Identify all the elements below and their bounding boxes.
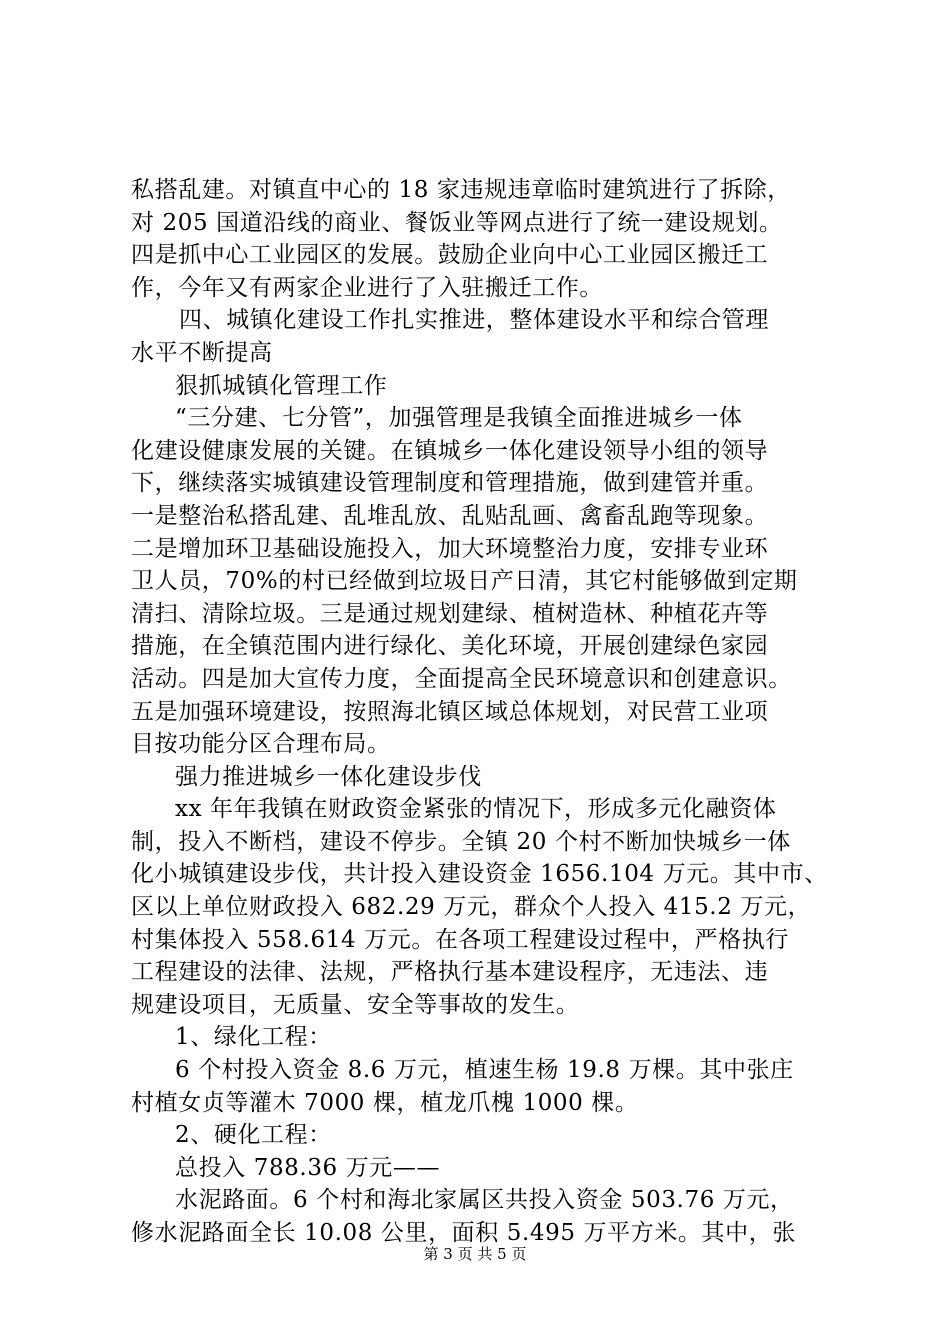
body-line: 目按功能分区合理布局。 [131,731,391,758]
section-heading: 四、城镇化建设工作扎实推进，整体建设水平和综合管理 [179,307,769,334]
subheading: 2、硬化工程： [175,1122,332,1149]
body-line: 修水泥路面全长 10.08 公里，面积 5.495 万平方米。其中，张 [131,1220,796,1246]
body-line: 卫人员，70%的村已经做到垃圾日产日清，其它村能够做到定期 [131,568,798,595]
body-line: 作，今年又有两家企业进行了入驻搬迁工作。 [131,274,603,301]
body-line: 工程建设的法律、法规，严格执行基本建设程序，无违法、违 [131,959,769,986]
body-line: 四是抓中心工业园区的发展。鼓励企业向中心工业园区搬迁工 [131,242,769,269]
body-line: 区以上单位财政投入 682.29 万元，群众个人投入 415.2 万元， [131,894,812,921]
body-line: 措施，在全镇范围内进行绿化、美化环境，开展创建绿色家园 [131,633,769,660]
body-line: 村植女贞等灌木 7000 棵，植龙爪槐 1000 棵。 [131,1089,639,1116]
body-line: 五是加强环境建设，按照海北镇区域总体规划，对民营工业项 [131,698,769,725]
body-line: 水泥路面。6 个村和海北家属区共投入资金 503.76 万元， [175,1187,794,1214]
page-number-footer: 第 3 页 共 5 页 [423,1245,527,1263]
subheading: 1、绿化工程： [175,1024,332,1051]
body-line: xx 年年我镇在财政资金紧张的情况下，形成多元化融资体 [175,796,777,823]
body-line: 总投入 788.36 万元—— [175,1154,441,1181]
body-line: 对 205 国道沿线的商业、餐饭业等网点进行了统一建设规划。 [131,209,783,236]
body-line: 村集体投入 558.614 万元。在各项工程建设过程中，严格执行 [131,926,789,953]
body-line: 活动。四是加大宣传力度，全面提高全民环境意识和创建意识。 [131,665,792,692]
body-line: “三分建、七分管”，加强管理是我镇全面推进城乡一体 [175,405,743,432]
section-heading-continued: 水平不断提高 [131,339,273,366]
body-line: 一是整治私搭乱建、乱堆乱放、乱贴乱画、禽畜乱跑等现象。 [131,502,769,529]
body-line: 制，投入不断档，建设不停步。全镇 20 个村不断加快城乡一体 [131,828,791,855]
document-body [131,174,831,1250]
body-line: 化小城镇建设步伐，共计投入建设资金 1656.104 万元。其中市、 [131,861,828,888]
body-line: 清扫、清除垃圾。三是通过规划建绿、植树造林、种植花卉等 [131,600,769,627]
body-line: 私搭乱建。对镇直中心的 18 家违规违章临时建筑进行了拆除， [131,177,791,203]
subheading: 狠抓城镇化管理工作 [175,372,388,399]
body-line: 下，继续落实城镇建设管理制度和管理措施，做到建管并重。 [131,470,769,497]
body-line: 规建设项目，无质量、安全等事故的发生。 [131,991,580,1018]
body-line: 二是增加环卫基础设施投入，加大环境整治力度，安排专业环 [131,535,769,562]
body-line: 化建设健康发展的关键。在镇城乡一体化建设领导小组的领导 [131,437,769,464]
subheading: 强力推进城乡一体化建设步伐 [175,763,482,790]
body-line: 6 个村投入资金 8.6 万元，植速生杨 19.8 万棵。其中张庄 [175,1057,794,1084]
